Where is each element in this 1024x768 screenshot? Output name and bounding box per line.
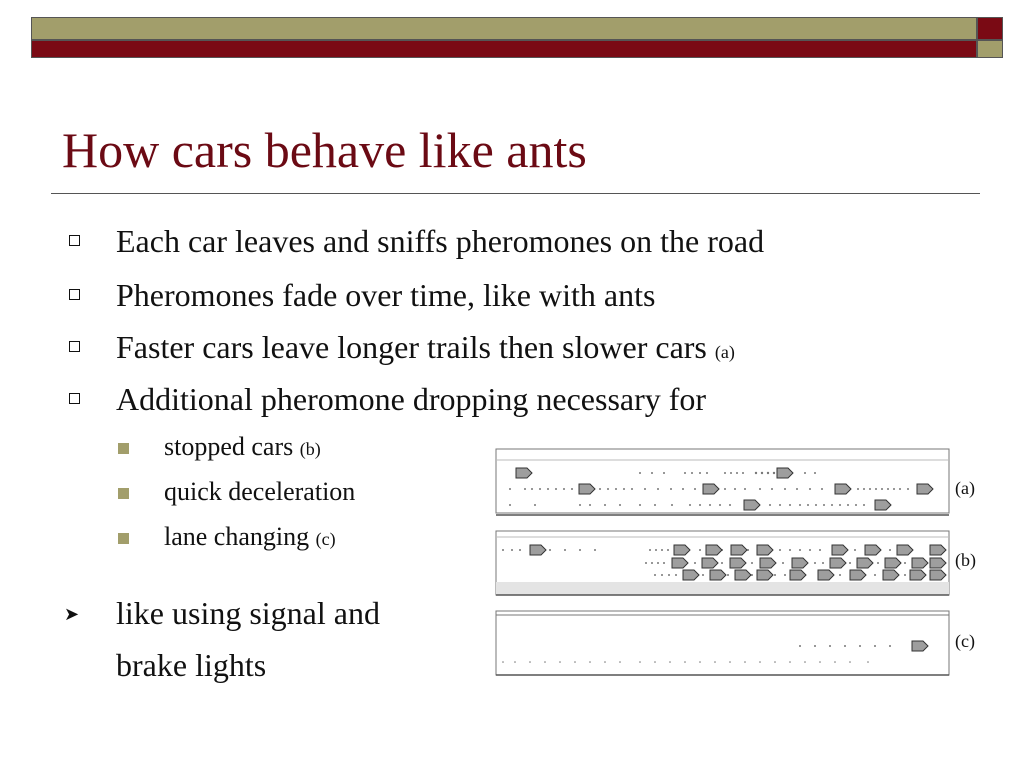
subbullet-note: (b) xyxy=(299,439,321,459)
arrow-bullet-line1: like using signal and xyxy=(116,595,380,631)
slide-title: How cars behave like ants xyxy=(62,122,587,178)
lane-panel-a xyxy=(496,449,949,515)
subbullet-text: stopped cars xyxy=(164,432,300,461)
subbullet-text: quick deceleration xyxy=(164,477,356,506)
lane-panel-b xyxy=(496,531,949,595)
subbullet-text: lane changing xyxy=(164,522,316,551)
chevron-right-icon: ➤ xyxy=(64,604,80,624)
lane-panel-c xyxy=(496,611,949,675)
bullet-text: Faster cars leave longer trails then slower cars xyxy=(116,329,715,365)
arrow-bullet-line2: brake lights xyxy=(116,647,267,683)
panel-label-a: (a) xyxy=(955,478,975,498)
bullet-note: (a) xyxy=(714,342,735,362)
bullet-text: Each car leaves and sniffs pheromones on the road xyxy=(116,223,765,259)
panel-label-b: (b) xyxy=(955,550,976,570)
bullet-text: Pheromones fade over time, like with ants xyxy=(116,277,656,313)
bullet-text: Additional pheromone dropping necessary for xyxy=(116,381,707,417)
panel-label-c: (c) xyxy=(955,631,975,651)
subbullet-note: (c) xyxy=(315,529,336,549)
